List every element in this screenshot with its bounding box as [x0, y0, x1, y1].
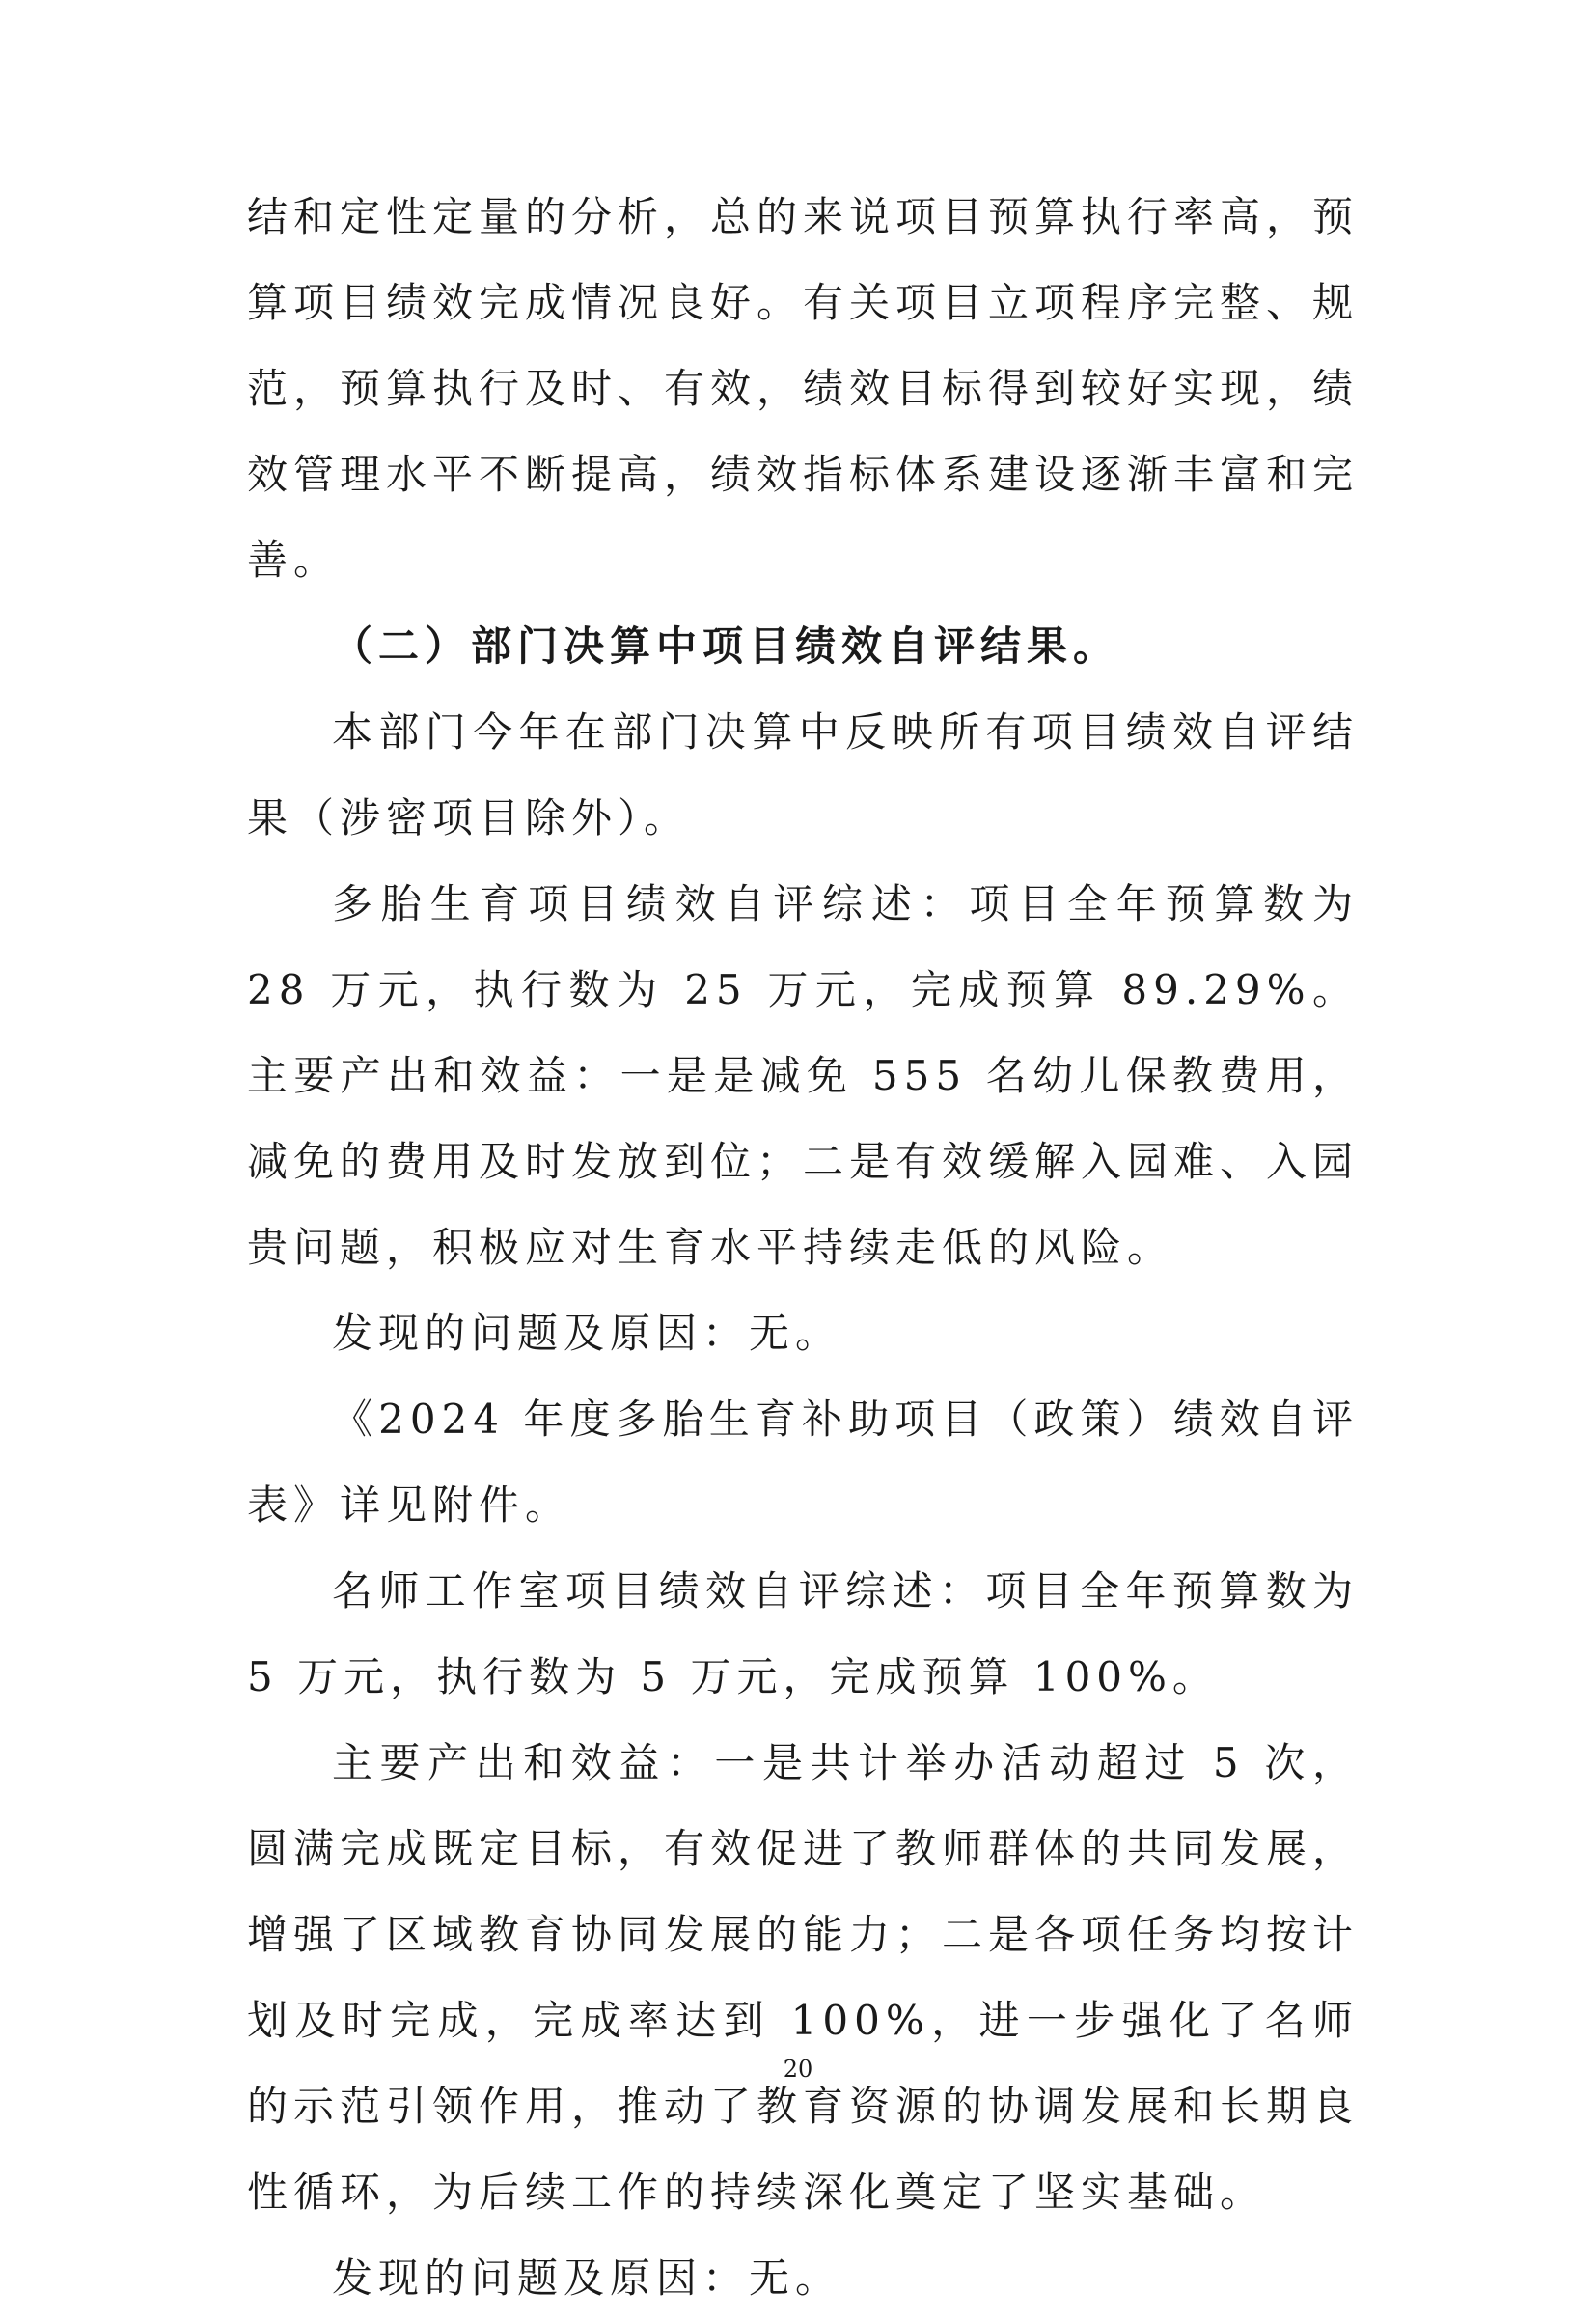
section-heading: （二）部门决算中项目绩效自评结果。 [332, 622, 1120, 670]
paragraph-scope: 本部门今年在部门决算中反映所有项目绩效自评结果（涉密项目除外）。 [247, 708, 1359, 842]
page-number: 20 [783, 2056, 813, 2083]
paragraph-teacher-studio-summary: 名师工作室项目绩效自评综述：项目全年预算数为 5 万元，执行数为 5 万元，完成预算 100%。 [247, 1567, 1359, 1700]
paragraph-multi-birth-summary: 多胎生育项目绩效自评综述：项目全年预算数为 28 万元，执行数为 25 万元，完成预算 89.29%。主要产出和效益：一是是减免 555 名幼儿保教费用，减免的费用及时发放到位；二是有效缓解入园难、入园贵问题，积极应对生育水平持续走低的风险。 [247, 880, 1360, 1271]
paragraph-multi-birth-issues: 发现的问题及原因：无。 [332, 1310, 842, 1357]
paragraph-attachment-note: 《2024 年度多胎生育补助项目（政策）绩效自评表》详见附件。 [247, 1395, 1359, 1529]
paragraph-summary: 结和定性定量的分析，总的来说项目预算执行率高，预算项目绩效完成情况良好。有关项目立项程序完整、规范，预算执行及时、有效，绩效目标得到较好实现，绩效管理水平不断提高，绩效指标体系建设逐渐丰富和完善。 [247, 193, 1360, 584]
document-body [247, 174, 1359, 2321]
paragraph-teacher-studio-outputs: 主要产出和效益：一是共计举办活动超过 5 次，圆满完成既定目标，有效促进了教师群体的共同发展，增强了区域教育协同发展的能力；二是各项任务均按计划及时完成，完成率达到 100%，进一步强化了名师的示范引领作用，推动了教育资源的协调发展和长期良性循环，为后续工作的持续深化奠定了坚实基础。 [247, 1739, 1360, 2216]
paragraph-teacher-studio-issues: 发现的问题及原因：无。 [332, 2254, 842, 2302]
